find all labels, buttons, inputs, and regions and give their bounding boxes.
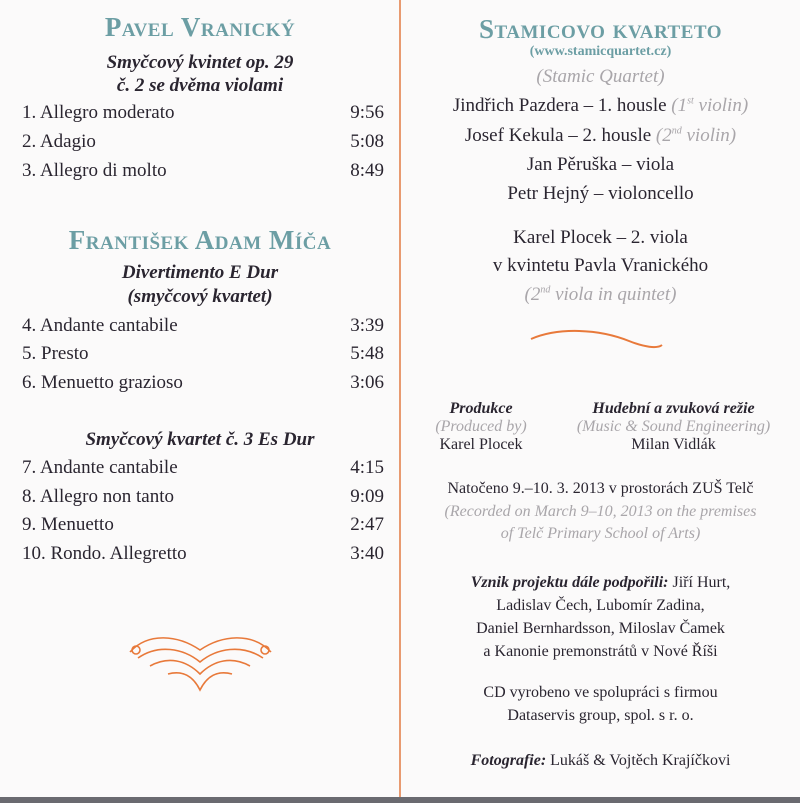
work-title: Smyčcový kvartet č. 3 Es Dur xyxy=(85,429,315,450)
scan-edge xyxy=(0,797,800,803)
track-row: 5. Presto 5:48 xyxy=(22,343,384,364)
track-row: 4. Andante cantabile 3:39 xyxy=(22,315,384,336)
ensemble-title: Stamicovo kvarteto xyxy=(479,14,722,44)
ornament-swash xyxy=(529,325,664,355)
guest-member: Karel Plocek – 2. viola xyxy=(513,227,688,248)
work-title: Divertimento E Dur xyxy=(121,262,279,283)
recording-info: Natočeno 9.–10. 3. 2013 v prostorách ZUŠ Telč xyxy=(447,480,754,497)
member: Jindřich Pazdera – 1. housle (1st violin) xyxy=(452,95,749,116)
supporters: Ladislav Čech, Lubomír Zadina, xyxy=(496,597,705,614)
composer-title: František Adam Míča xyxy=(68,225,332,255)
track-row: 3. Allegro di molto 8:49 xyxy=(22,160,384,181)
track-row: 6. Menuetto grazioso 3:06 xyxy=(22,372,384,393)
member: Jan Pěruška – viola xyxy=(526,154,675,175)
work-subtitle: (smyčcový kvartet) xyxy=(127,286,273,307)
ornament-flourish xyxy=(128,630,273,695)
cd-production: Dataservis group, spol. s r. o. xyxy=(507,707,694,724)
member: Josef Kekula – 2. housle (2nd violin) xyxy=(464,125,737,146)
recording-info-en: (Recorded on March 9–10, 2013 on the premises xyxy=(444,503,757,520)
guest-note: v kvintetu Pavla Vranického xyxy=(492,255,709,276)
track-row: 2. Adagio 5:08 xyxy=(22,131,384,152)
composer-title: Pavel Vranický xyxy=(104,12,296,42)
guest-english: (2nd viola in quintet) xyxy=(524,284,677,305)
ensemble-url: (www.stamicquartet.cz) xyxy=(529,44,672,59)
right-page xyxy=(401,0,800,803)
member: Petr Hejný – violoncello xyxy=(507,183,694,204)
ensemble-english: (Stamic Quartet) xyxy=(536,66,665,87)
track-row: 8. Allegro non tanto 9:09 xyxy=(22,486,384,507)
engineering-credit: Hudební a zvuková režie (Music & Sound Engineering) Milan Vidlák xyxy=(576,400,771,453)
supporters: Vznik projektu dále podpořili: Jiří Hurt, xyxy=(470,574,731,591)
production-credit: Produkce (Produced by) Karel Plocek xyxy=(435,400,527,453)
track-row: 7. Andante cantabile 4:15 xyxy=(22,457,384,478)
recording-info-en: of Telč Primary School of Arts) xyxy=(500,525,701,542)
track-row: 1. Allegro moderato 9:56 xyxy=(22,102,384,123)
track-row: 10. Rondo. Allegretto 3:40 xyxy=(22,543,384,564)
supporters: a Kanonie premonstrátů v Nové Říši xyxy=(483,643,718,660)
supporters: Daniel Bernhardsson, Miloslav Čamek xyxy=(476,620,725,637)
photo-credit: Fotografie: Lukáš & Vojtěch Krajíčkovi xyxy=(470,752,731,769)
track-row: 9. Menuetto 2:47 xyxy=(22,514,384,535)
work-subtitle: č. 2 se dvěma violami xyxy=(116,75,284,96)
work-title: Smyčcový kvintet op. 29 xyxy=(106,52,294,73)
cd-production: CD vyrobeno ve spolupráci s firmou xyxy=(483,684,718,701)
